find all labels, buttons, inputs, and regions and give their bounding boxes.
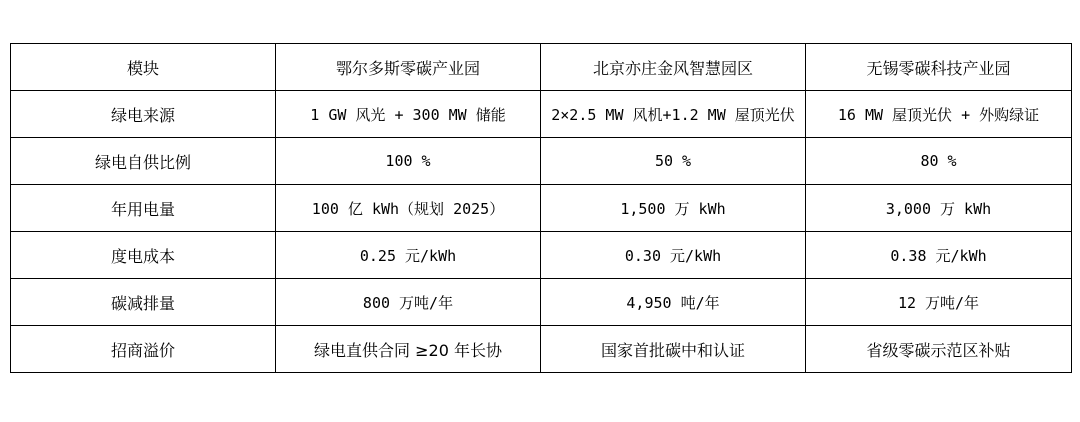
table-cell: 国家首批碳中和认证 bbox=[541, 326, 806, 373]
table-cell: 2×2.5 MW 风机+1.2 MW 屋顶光伏 bbox=[541, 91, 806, 138]
row-label: 招商溢价 bbox=[11, 326, 276, 373]
header-cell-ordos: 鄂尔多斯零碳产业园 bbox=[276, 44, 541, 91]
table-row bbox=[11, 232, 1072, 279]
table-cell: 0.38 元/kWh bbox=[806, 232, 1072, 279]
table-cell: 50 % bbox=[541, 138, 806, 185]
table-cell: 800 万吨/年 bbox=[276, 279, 541, 326]
row-label: 年用电量 bbox=[11, 185, 276, 232]
row-label: 碳减排量 bbox=[11, 279, 276, 326]
table-row bbox=[11, 326, 1072, 373]
table-cell: 绿电直供合同 ≥20 年长协 bbox=[276, 326, 541, 373]
table-cell: 1 GW 风光 + 300 MW 储能 bbox=[276, 91, 541, 138]
row-label: 绿电自供比例 bbox=[11, 138, 276, 185]
table-header-row bbox=[11, 44, 1072, 91]
table-cell: 4,950 吨/年 bbox=[541, 279, 806, 326]
table-row bbox=[11, 279, 1072, 326]
row-label: 绿电来源 bbox=[11, 91, 276, 138]
table-cell: 80 % bbox=[806, 138, 1072, 185]
table-row bbox=[11, 138, 1072, 185]
table-cell: 省级零碳示范区补贴 bbox=[806, 326, 1072, 373]
comparison-table bbox=[10, 43, 1072, 373]
table-cell: 3,000 万 kWh bbox=[806, 185, 1072, 232]
table-row bbox=[11, 185, 1072, 232]
table-cell: 1,500 万 kWh bbox=[541, 185, 806, 232]
table-cell: 16 MW 屋顶光伏 + 外购绿证 bbox=[806, 91, 1072, 138]
table-row bbox=[11, 91, 1072, 138]
table-cell: 100 亿 kWh（规划 2025） bbox=[276, 185, 541, 232]
header-cell-module: 模块 bbox=[11, 44, 276, 91]
table-cell: 0.25 元/kWh bbox=[276, 232, 541, 279]
header-cell-beijing-yizhuang: 北京亦庄金风智慧园区 bbox=[541, 44, 806, 91]
table-cell: 100 % bbox=[276, 138, 541, 185]
table-cell: 12 万吨/年 bbox=[806, 279, 1072, 326]
header-cell-wuxi: 无锡零碳科技产业园 bbox=[806, 44, 1072, 91]
row-label: 度电成本 bbox=[11, 232, 276, 279]
table-cell: 0.30 元/kWh bbox=[541, 232, 806, 279]
